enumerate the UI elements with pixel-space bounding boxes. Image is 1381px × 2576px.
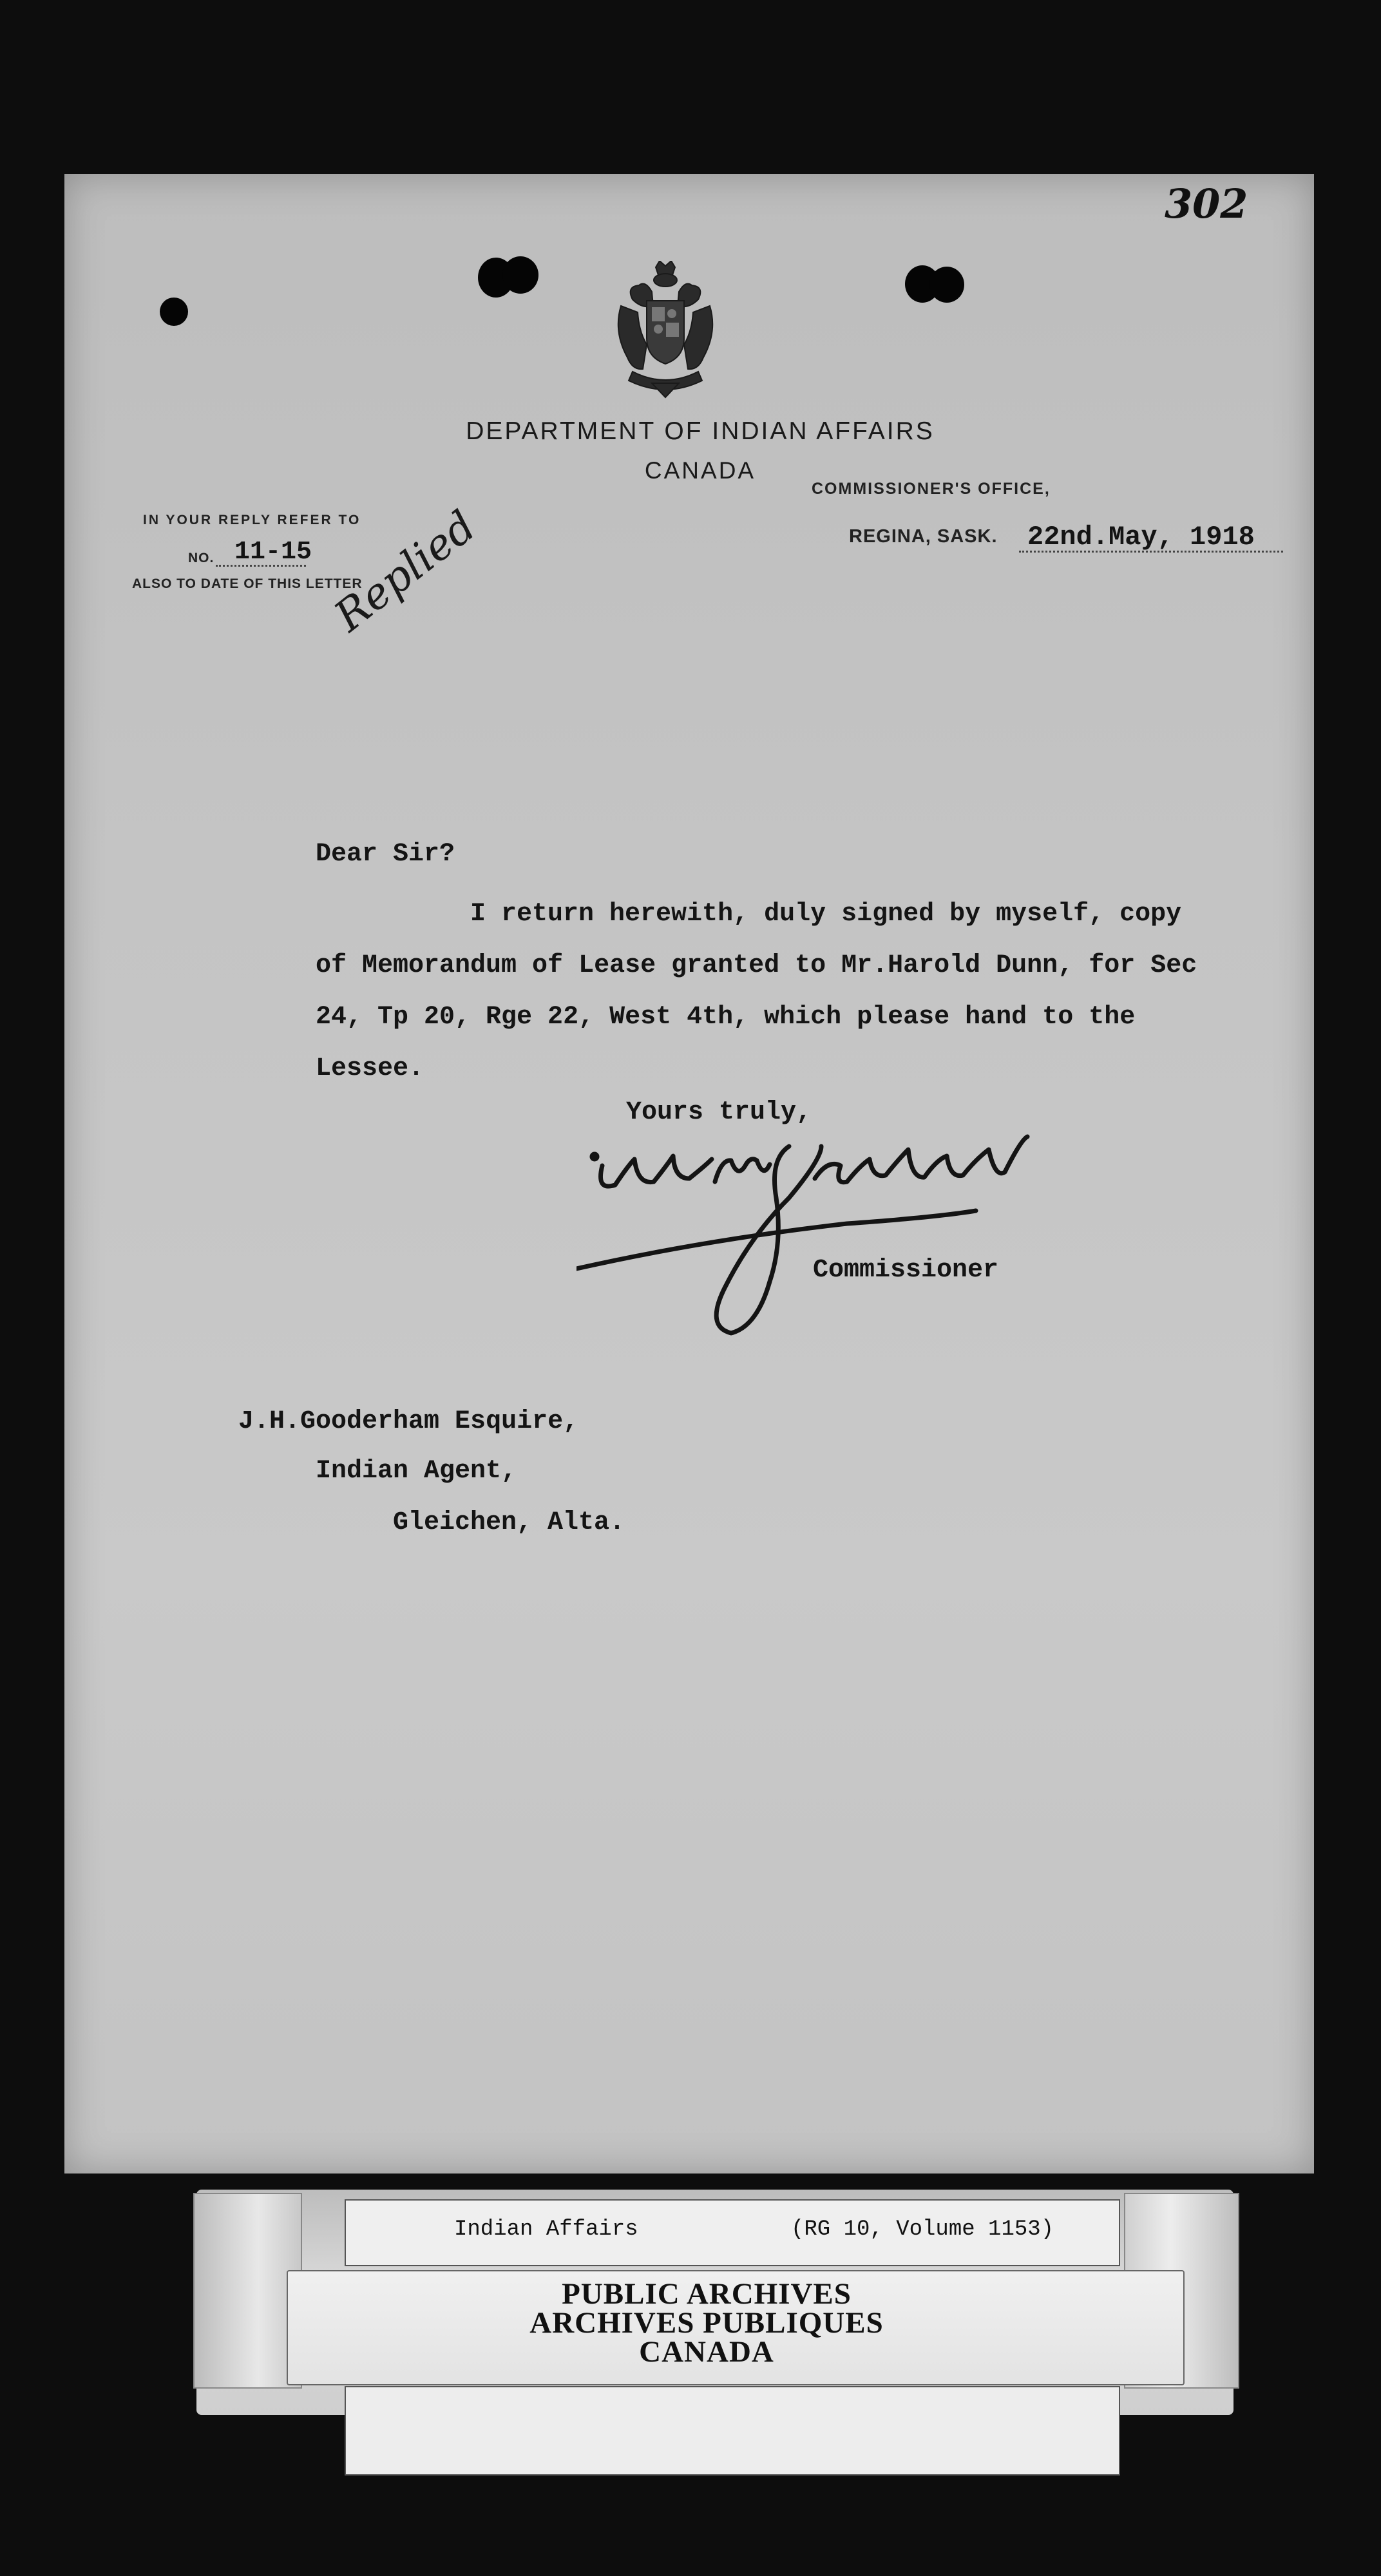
pencil-annotation: Replied [325, 501, 485, 641]
archive-series: Indian Affairs [454, 2217, 638, 2242]
country-heading: CANADA [644, 457, 756, 484]
folio-number: 302 [1165, 180, 1248, 227]
addressee-role: Indian Agent, [316, 1457, 517, 1486]
letter-body [316, 889, 1217, 1095]
punch-hole [502, 256, 538, 294]
handwritten-signature [576, 1121, 1176, 1365]
department-heading: DEPARTMENT OF INDIAN AFFAIRS [466, 417, 935, 445]
addressee-place: Gleichen, Alta. [393, 1508, 625, 1537]
number-label: NO. [188, 551, 214, 565]
royal-coat-of-arms-icon [613, 261, 718, 401]
archive-name-fr: ARCHIVES PUBLIQUES [529, 2306, 884, 2340]
body-line: 24, Tp 20, Rge 22, West 4th, which please hand to the [316, 1003, 1136, 1032]
office-label: COMMISSIONER'S OFFICE, [812, 480, 1051, 498]
punch-hole [929, 267, 964, 303]
signer-title: Commissioner [813, 1256, 999, 1285]
file-number: 11-15 [234, 538, 312, 567]
closing: Yours truly, [626, 1098, 812, 1127]
place-label: REGINA, SASK. [849, 526, 998, 547]
body-line: Lessee. [316, 1054, 424, 1083]
body-line: I return herewith, duly signed by myself, copy [470, 900, 1182, 929]
lower-label-card [345, 2386, 1120, 2476]
reply-reference-label: IN YOUR REPLY REFER TO [143, 513, 361, 527]
date-reference-label: ALSO TO DATE OF THIS LETTER [132, 576, 363, 591]
salutation: Dear Sir? [316, 840, 455, 869]
archive-name-en: PUBLIC ARCHIVES [562, 2277, 852, 2311]
archive-volume: (RG 10, Volume 1153) [791, 2217, 1054, 2242]
body-line: of Memorandum of Lease granted to Mr.Harold Dunn, for Sec [316, 951, 1197, 980]
archive-country: CANADA [639, 2335, 774, 2369]
punch-hole [160, 298, 188, 326]
letter-date: 22nd.May, 1918 [1027, 522, 1255, 553]
addressee-name: J.H.Gooderham Esquire, [238, 1407, 579, 1436]
